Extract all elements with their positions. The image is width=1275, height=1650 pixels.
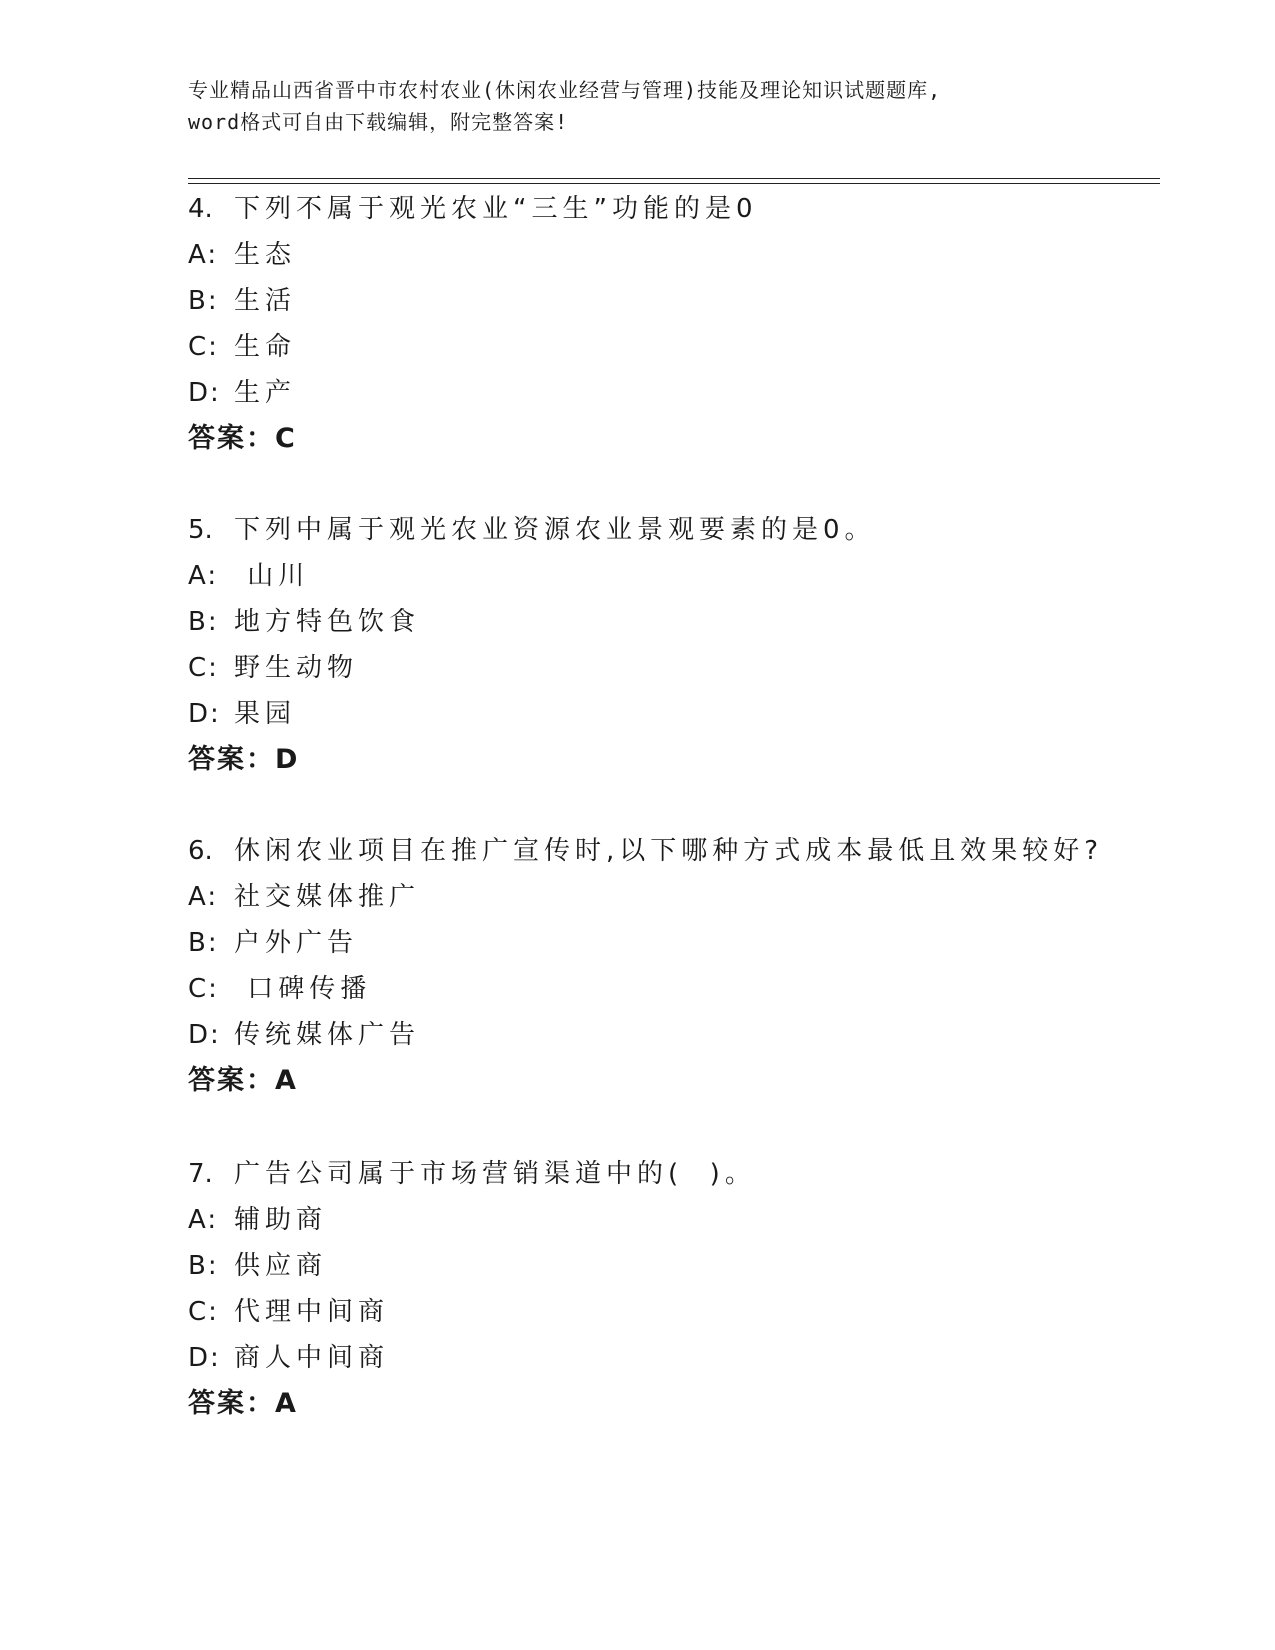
answer-label: 答案： (188, 1388, 275, 1419)
option-label: D: (188, 1343, 221, 1373)
answer-label: 答案： (188, 1065, 275, 1096)
option-c (188, 645, 1148, 691)
header-divider-top (188, 178, 1160, 179)
option-a (188, 874, 1148, 920)
option-label: C: (188, 653, 219, 683)
question-number: 5. (188, 515, 213, 545)
option-b (188, 278, 1148, 324)
option-a (188, 1197, 1148, 1243)
header-line-2: word格式可自由下载编辑，附完整答案! (188, 110, 569, 134)
option-text: 户外广告 (234, 928, 359, 958)
question-number: 7. (188, 1159, 213, 1189)
header-line-1: 专业精品山西省晋中市农村农业(休闲农业经营与管理)技能及理论知识试题题库, (188, 78, 942, 102)
answer-label: 答案： (188, 423, 275, 454)
answer-line (188, 1381, 1148, 1427)
answer-label: 答案： (188, 744, 275, 775)
question-stem (188, 1151, 1148, 1197)
answer-value: A (275, 1065, 298, 1096)
option-c (188, 966, 1148, 1012)
option-text: 地方特色饮食 (234, 607, 421, 637)
question-7 (188, 1151, 1148, 1427)
option-label: D: (188, 699, 221, 729)
answer-value: C (275, 423, 297, 454)
header-divider-bottom (188, 183, 1160, 184)
option-b (188, 1243, 1148, 1289)
option-text: 辅助商 (234, 1205, 328, 1235)
option-label: B: (188, 286, 219, 316)
option-text: 代理中间商 (234, 1297, 390, 1327)
option-label: D: (188, 1020, 221, 1050)
question-stem (188, 828, 1148, 874)
option-label: B: (188, 928, 219, 958)
question-number: 6. (188, 836, 213, 866)
question-text: 休闲农业项目在推广宣传时,以下哪种方式成本最低且效果较好? (234, 836, 1104, 866)
option-d (188, 1335, 1148, 1381)
option-b (188, 920, 1148, 966)
option-text: 供应商 (234, 1251, 328, 1281)
answer-line (188, 737, 1148, 783)
option-c (188, 324, 1148, 370)
option-text: 生活 (234, 286, 297, 316)
answer-line (188, 416, 1148, 462)
question-5 (188, 507, 1148, 783)
question-number: 4. (188, 194, 213, 224)
option-c (188, 1289, 1148, 1335)
option-text: 山川 (234, 561, 310, 591)
answer-value: D (275, 744, 300, 775)
option-text: 商人中间商 (234, 1343, 390, 1373)
option-a (188, 232, 1148, 278)
document-header (188, 74, 1088, 138)
question-4 (188, 186, 1148, 462)
option-text: 口碑传播 (234, 974, 372, 1004)
option-label: C: (188, 1297, 219, 1327)
option-label: B: (188, 607, 219, 637)
question-text: 广告公司属于市场营销渠道中的( )。 (234, 1159, 756, 1189)
option-label: C: (188, 332, 219, 362)
option-d (188, 1012, 1148, 1058)
option-label: A: (188, 882, 219, 912)
option-label: A: (188, 1205, 219, 1235)
option-text: 生命 (234, 332, 297, 362)
option-text: 传统媒体广告 (234, 1020, 421, 1050)
option-text: 生态 (234, 240, 297, 270)
option-d (188, 370, 1148, 416)
answer-line (188, 1058, 1148, 1104)
option-label: D: (188, 378, 221, 408)
option-label: C: (188, 974, 219, 1004)
question-6 (188, 828, 1148, 1104)
question-text: 下列中属于观光农业资源农业景观要素的是0。 (234, 515, 876, 545)
question-stem (188, 507, 1148, 553)
option-label: A: (188, 240, 219, 270)
option-d (188, 691, 1148, 737)
option-text: 果园 (234, 699, 297, 729)
option-label: B: (188, 1251, 219, 1281)
answer-value: A (275, 1388, 298, 1419)
option-b (188, 599, 1148, 645)
question-text: 下列不属于观光农业“三生”功能的是0 (234, 194, 758, 224)
option-text: 社交媒体推广 (234, 882, 421, 912)
option-label: A: (188, 561, 219, 591)
option-text: 野生动物 (234, 653, 359, 683)
question-stem (188, 186, 1148, 232)
option-text: 生产 (234, 378, 297, 408)
option-a (188, 553, 1148, 599)
